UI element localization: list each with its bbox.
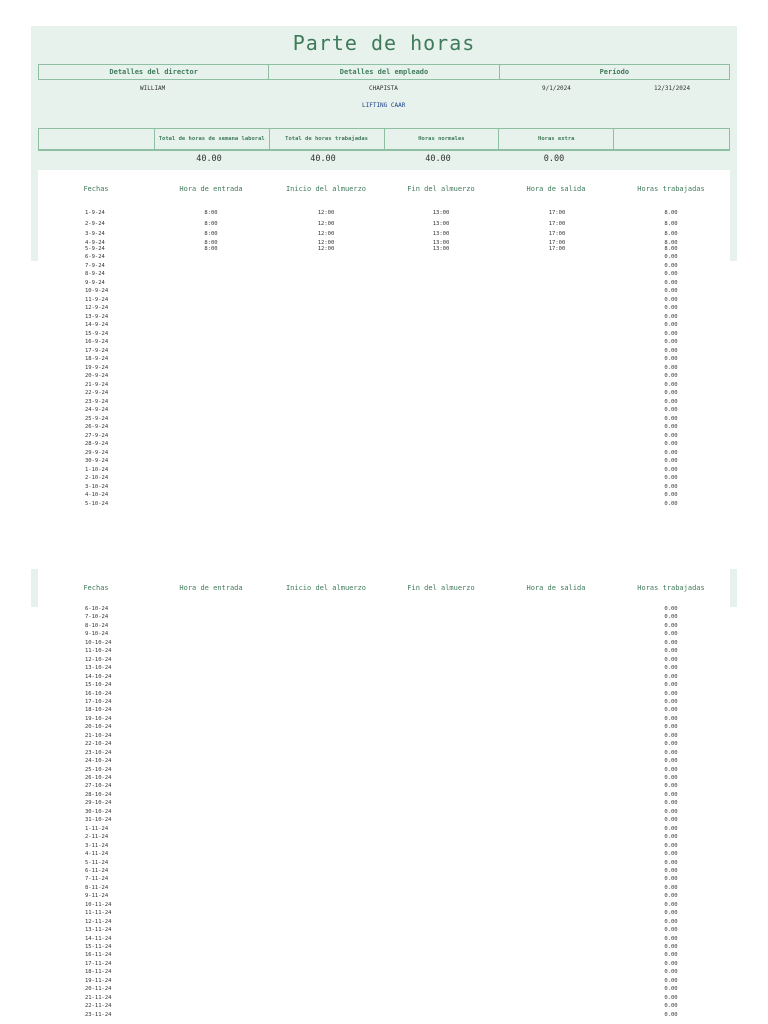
period-start: 9/1/2024 <box>542 85 571 92</box>
cell-worked: 0.00 <box>664 969 678 976</box>
cell-worked: 0.00 <box>664 665 678 672</box>
cell-worked: 0.00 <box>664 364 678 371</box>
cell-worked: 0.00 <box>664 690 678 697</box>
cell-date: 11-9-24 <box>85 296 109 303</box>
cell-worked: 0.00 <box>664 876 678 883</box>
cell-date: 23-9-24 <box>85 398 109 405</box>
cell-lunch-end: 13:00 <box>432 231 450 237</box>
cell-worked: 0.00 <box>664 783 678 790</box>
details-header-table <box>38 64 730 80</box>
cell-date: 16-10-24 <box>85 690 112 697</box>
cell-date: 6-11-24 <box>85 867 109 874</box>
col-header-date: Fechas <box>83 185 109 193</box>
cell-lunch-start: 12:00 <box>317 240 335 246</box>
period-end: 12/31/2024 <box>654 85 691 92</box>
cell-worked: 0.00 <box>664 749 678 756</box>
cell-worked: 0.00 <box>664 288 678 294</box>
cell-date: 12-10-24 <box>85 656 112 663</box>
cell-date: 23-11-24 <box>85 1011 112 1018</box>
cell-worked: 0.00 <box>664 842 678 849</box>
cell-worked: 0.00 <box>664 893 678 900</box>
week-hours-value: 40.00 <box>196 154 222 164</box>
cell-date: 11-10-24 <box>85 648 112 655</box>
cell-worked: 0.00 <box>664 1003 678 1010</box>
cell-date: 9-9-24 <box>85 279 105 286</box>
cell-worked: 0.00 <box>664 707 678 714</box>
period-label: Período <box>499 65 729 80</box>
cell-lunch-start: 12:00 <box>317 246 335 252</box>
cell-date: 14-10-24 <box>85 673 112 680</box>
cell-date: 8-9-24 <box>85 271 105 277</box>
cell-date: 1-11-24 <box>85 825 109 832</box>
col-header-lunch-start-2: Inicio del almuerzo <box>285 584 367 592</box>
cell-date: 16-11-24 <box>85 952 112 959</box>
cell-date: 31-10-24 <box>85 817 112 824</box>
cell-date: 29-9-24 <box>85 449 109 456</box>
cell-date: 1-9-24 <box>85 210 105 216</box>
cell-worked: 0.00 <box>664 825 678 832</box>
cell-worked: 0.00 <box>664 606 678 612</box>
cell-date: 9-11-24 <box>85 893 109 900</box>
cell-worked: 0.00 <box>664 254 678 260</box>
cell-date: 14-11-24 <box>85 935 112 942</box>
cell-worked: 0.00 <box>664 808 678 815</box>
cell-date: 14-9-24 <box>85 322 109 328</box>
cell-worked: 8.00 <box>664 210 678 216</box>
overtime-label: Horas extra <box>499 129 614 150</box>
cell-worked: 8.00 <box>664 246 678 252</box>
cell-worked: 8.00 <box>664 221 678 227</box>
cell-lunch-end: 13:00 <box>432 221 450 227</box>
cell-worked: 0.00 <box>664 724 678 731</box>
cell-end: 17:00 <box>548 240 566 246</box>
cell-worked: 0.00 <box>664 673 678 680</box>
cell-worked: 0.00 <box>664 500 678 507</box>
cell-end: 17:00 <box>548 210 566 216</box>
cell-end: 17:00 <box>548 221 566 227</box>
cell-worked: 0.00 <box>664 483 678 490</box>
cell-date: 12-11-24 <box>85 918 112 925</box>
cell-date: 2-11-24 <box>85 834 109 841</box>
cell-date: 7-9-24 <box>85 262 105 269</box>
cell-worked: 0.00 <box>664 834 678 841</box>
cell-worked: 0.00 <box>664 441 678 447</box>
overtime-value: 0.00 <box>543 154 565 164</box>
cell-worked: 0.00 <box>664 339 678 345</box>
cell-worked: 0.00 <box>664 356 678 362</box>
cell-date: 15-9-24 <box>85 330 109 337</box>
cell-worked: 0.00 <box>664 910 678 917</box>
cell-date: 15-10-24 <box>85 682 112 689</box>
cell-date: 28-9-24 <box>85 441 109 447</box>
col-header-lunch-end-2: Fin del almuerzo <box>407 584 475 592</box>
cell-worked: 0.00 <box>664 322 678 328</box>
cell-date: 19-10-24 <box>85 715 112 722</box>
cell-worked: 0.00 <box>664 398 678 405</box>
cell-date: 19-9-24 <box>85 364 109 371</box>
week-hours-label: Total de horas de semana laboral <box>154 129 269 150</box>
cell-date: 5-10-24 <box>85 500 109 507</box>
col-header-start: Hora de entrada <box>179 185 243 193</box>
cell-date: 3-11-24 <box>85 842 109 849</box>
cell-date: 5-9-24 <box>85 246 105 252</box>
cell-worked: 0.00 <box>664 373 678 379</box>
cell-worked: 0.00 <box>664 884 678 891</box>
cell-worked: 0.00 <box>664 851 678 858</box>
cell-lunch-end: 13:00 <box>432 210 450 216</box>
cell-lunch-start: 12:00 <box>317 221 335 227</box>
cell-worked: 0.00 <box>664 271 678 277</box>
cell-worked: 0.00 <box>664 960 678 967</box>
cell-worked: 0.00 <box>664 986 678 993</box>
cell-worked: 0.00 <box>664 927 678 934</box>
cell-start: 8:00 <box>204 231 218 237</box>
cell-worked: 0.00 <box>664 952 678 959</box>
cell-date: 17-9-24 <box>85 347 109 354</box>
cell-worked: 0.00 <box>664 817 678 824</box>
cell-date: 13-10-24 <box>85 665 112 672</box>
cell-date: 4-10-24 <box>85 492 109 498</box>
cell-worked: 8.00 <box>664 240 678 246</box>
cell-date: 17-10-24 <box>85 698 112 705</box>
col-header-worked: Horas trabajadas <box>637 185 705 193</box>
cell-worked: 0.00 <box>664 458 678 464</box>
cell-date: 1-10-24 <box>85 466 109 473</box>
cell-date: 17-11-24 <box>85 960 112 967</box>
cell-start: 8:00 <box>204 210 218 216</box>
cell-date: 25-10-24 <box>85 766 112 773</box>
normal-hours-label: Horas normales <box>384 129 499 150</box>
cell-worked: 0.00 <box>664 262 678 269</box>
cell-worked: 0.00 <box>664 994 678 1001</box>
cell-worked: 0.00 <box>664 390 678 396</box>
cell-date: 13-9-24 <box>85 313 109 320</box>
company-name: LIFTING CAAR <box>362 102 406 109</box>
cell-date: 5-11-24 <box>85 859 109 866</box>
cell-date: 4-9-24 <box>85 240 105 246</box>
cell-date: 30-9-24 <box>85 458 109 464</box>
cell-worked: 0.00 <box>664 279 678 286</box>
col-header-start-2: Hora de entrada <box>179 584 243 592</box>
cell-worked: 0.00 <box>664 347 678 354</box>
cell-worked: 0.00 <box>664 859 678 866</box>
cell-worked: 0.00 <box>664 918 678 925</box>
cell-start: 8:00 <box>204 240 218 246</box>
cell-worked: 0.00 <box>664 466 678 473</box>
cell-worked: 0.00 <box>664 407 678 413</box>
totals-separator <box>38 150 730 151</box>
cell-date: 15-11-24 <box>85 944 112 950</box>
cell-worked: 0.00 <box>664 715 678 722</box>
cell-date: 22-10-24 <box>85 741 112 748</box>
cell-worked: 0.00 <box>664 1011 678 1018</box>
cell-date: 10-11-24 <box>85 901 112 908</box>
cell-worked: 0.00 <box>664 631 678 638</box>
cell-worked: 0.00 <box>664 682 678 689</box>
col-header-lunch-start: Inicio del almuerzo <box>285 185 367 193</box>
director-name: WILLIAM <box>140 85 166 92</box>
cell-end: 17:00 <box>548 246 566 252</box>
employee-name: CHAPISTA <box>369 85 398 92</box>
cell-date: 26-9-24 <box>85 424 109 430</box>
cell-date: 28-10-24 <box>85 791 112 798</box>
cell-worked: 0.00 <box>664 330 678 337</box>
normal-hours-value: 40.00 <box>425 154 451 164</box>
cell-date: 19-11-24 <box>85 977 112 984</box>
cell-worked: 0.00 <box>664 977 678 984</box>
cell-lunch-start: 12:00 <box>317 231 335 237</box>
cell-date: 21-11-24 <box>85 994 112 1001</box>
cell-date: 27-9-24 <box>85 432 109 439</box>
cell-date: 3-10-24 <box>85 483 109 490</box>
cell-date: 20-10-24 <box>85 724 112 731</box>
cell-worked: 0.00 <box>664 614 678 621</box>
cell-worked: 0.00 <box>664 698 678 705</box>
cell-date: 24-10-24 <box>85 758 112 765</box>
cell-worked: 8.00 <box>664 231 678 237</box>
cell-worked: 0.00 <box>664 656 678 663</box>
cell-worked: 0.00 <box>664 475 678 481</box>
cell-worked: 0.00 <box>664 305 678 311</box>
cell-worked: 0.00 <box>664 639 678 646</box>
cell-worked: 0.00 <box>664 741 678 748</box>
cell-date: 12-9-24 <box>85 305 109 311</box>
cell-worked: 0.00 <box>664 758 678 765</box>
col-header-end: Hora de salida <box>526 185 586 193</box>
cell-worked: 0.00 <box>664 492 678 498</box>
director-details-label: Detalles del director <box>39 65 269 80</box>
cell-date: 23-10-24 <box>85 749 112 756</box>
cell-end: 17:00 <box>548 231 566 237</box>
cell-date: 8-11-24 <box>85 884 109 891</box>
cell-date: 6-9-24 <box>85 254 105 260</box>
col-header-worked-2: Horas trabajadas <box>637 584 705 592</box>
cell-worked: 0.00 <box>664 867 678 874</box>
cell-date: 18-9-24 <box>85 356 109 362</box>
cell-date: 24-9-24 <box>85 407 109 413</box>
totals-header-table <box>38 128 730 150</box>
cell-date: 16-9-24 <box>85 339 109 345</box>
cell-worked: 0.00 <box>664 424 678 430</box>
cell-lunch-start: 12:00 <box>317 210 335 216</box>
cell-worked: 0.00 <box>664 944 678 950</box>
cell-worked: 0.00 <box>664 935 678 942</box>
cell-lunch-end: 13:00 <box>432 240 450 246</box>
cell-start: 8:00 <box>204 246 218 252</box>
cell-date: 27-10-24 <box>85 783 112 790</box>
cell-date: 22-11-24 <box>85 1003 112 1010</box>
cell-worked: 0.00 <box>664 622 678 629</box>
cell-worked: 0.00 <box>664 901 678 908</box>
cell-date: 22-9-24 <box>85 390 109 396</box>
cell-worked: 0.00 <box>664 732 678 739</box>
worked-hours-value: 40.00 <box>310 154 336 164</box>
cell-date: 10-10-24 <box>85 639 112 646</box>
cell-date: 2-9-24 <box>85 221 105 227</box>
cell-worked: 0.00 <box>664 415 678 422</box>
cell-worked: 0.00 <box>664 648 678 655</box>
page-title: Parte de horas <box>292 31 476 55</box>
cell-date: 8-10-24 <box>85 622 109 629</box>
cell-worked: 0.00 <box>664 313 678 320</box>
cell-worked: 0.00 <box>664 800 678 807</box>
cell-lunch-end: 13:00 <box>432 246 450 252</box>
cell-worked: 0.00 <box>664 381 678 388</box>
cell-worked: 0.00 <box>664 449 678 456</box>
totals-empty-cell <box>39 129 155 150</box>
cell-date: 29-10-24 <box>85 800 112 807</box>
cell-date: 20-9-24 <box>85 373 109 379</box>
cell-date: 25-9-24 <box>85 415 109 422</box>
cell-date: 30-10-24 <box>85 808 112 815</box>
cell-date: 18-10-24 <box>85 707 112 714</box>
totals-empty-cell-right <box>614 129 730 150</box>
cell-date: 4-11-24 <box>85 851 109 858</box>
cell-worked: 0.00 <box>664 791 678 798</box>
cell-date: 20-11-24 <box>85 986 112 993</box>
cell-start: 8:00 <box>204 221 218 227</box>
cell-date: 9-10-24 <box>85 631 109 638</box>
cell-date: 13-11-24 <box>85 927 112 934</box>
col-header-end-2: Hora de salida <box>526 584 586 592</box>
col-header-lunch-end: Fin del almuerzo <box>407 185 475 193</box>
worked-hours-label: Total de horas trabajadas <box>269 129 384 150</box>
cell-worked: 0.00 <box>664 296 678 303</box>
cell-date: 7-10-24 <box>85 614 109 621</box>
cell-date: 2-10-24 <box>85 475 109 481</box>
col-header-date-2: Fechas <box>83 584 109 592</box>
cell-worked: 0.00 <box>664 775 678 781</box>
cell-worked: 0.00 <box>664 766 678 773</box>
cell-date: 6-10-24 <box>85 606 109 612</box>
cell-date: 11-11-24 <box>85 910 112 917</box>
cell-date: 18-11-24 <box>85 969 112 976</box>
cell-date: 3-9-24 <box>85 231 105 237</box>
cell-date: 21-9-24 <box>85 381 109 388</box>
employee-details-label: Detalles del empleado <box>269 65 499 80</box>
cell-date: 21-10-24 <box>85 732 112 739</box>
cell-date: 26-10-24 <box>85 775 112 781</box>
cell-worked: 0.00 <box>664 432 678 439</box>
cell-date: 10-9-24 <box>85 288 109 294</box>
cell-date: 7-11-24 <box>85 876 109 883</box>
